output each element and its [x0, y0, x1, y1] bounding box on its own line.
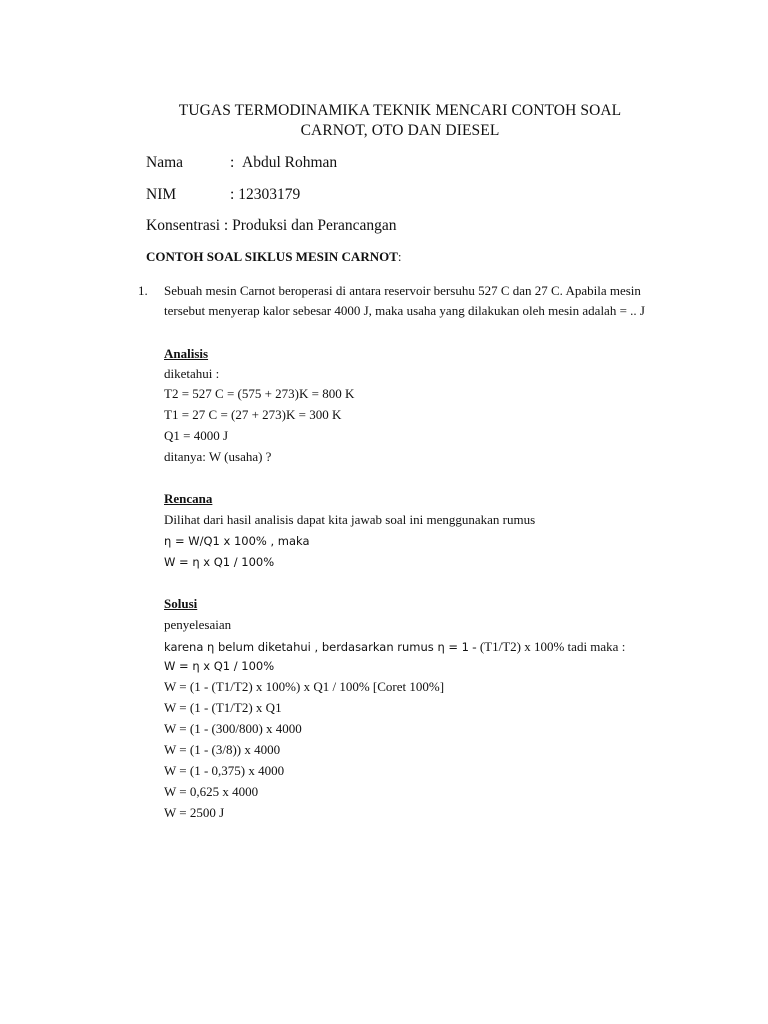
solusi-line-1: penyelesaian — [164, 617, 232, 632]
section-heading — [146, 249, 402, 265]
analisis-line: T2 = 527 C = (575 + 273)K = 800 K — [164, 386, 355, 401]
nama-value: Abdul Rohman — [242, 154, 338, 171]
info-konsentrasi: Konsentrasi : Produksi dan Perancangan — [146, 217, 397, 234]
document-title-line-1: TUGAS TERMODINAMIKA TEKNIK MENCARI CONTOH SOAL — [178, 102, 622, 119]
nim-separator: : — [230, 186, 235, 203]
solusi-heading: Solusi — [164, 596, 198, 611]
solusi-step: W = 2500 J — [164, 805, 225, 820]
analisis-line: T1 = 27 C = (27 + 273)K = 300 K — [164, 407, 342, 422]
solusi-step: W = (1 - (300/800) x 4000 — [164, 721, 302, 736]
analisis-line: Q1 = 4000 J — [164, 428, 229, 443]
solusi-line-2-serif: - (T1/T2) x 100% tadi maka : — [469, 639, 626, 654]
solusi-step: W = (1 - (T1/T2) x Q1 — [164, 700, 282, 715]
problem-text-line-1: Sebuah mesin Carnot beroperasi di antara reservoir bersuhu 527 C dan 27 C. Apabila mesin — [164, 283, 641, 298]
problem-text-line-2: tersebut menyerap kalor sebesar 4000 J, maka usaha yang dilakukan oleh mesin adalah = .. J — [164, 303, 645, 318]
nim-value: 12303179 — [238, 186, 301, 203]
rencana-formula-work: W = η x Q1 / 100% — [164, 555, 275, 569]
solusi-step: W = (1 - (3/8)) x 4000 — [164, 742, 281, 757]
problem-number: 1. — [138, 283, 148, 298]
nim-label: NIM — [146, 186, 177, 203]
rencana-formula-efficiency: η = W/Q1 x 100% , maka — [164, 534, 310, 548]
analisis-heading: Analisis — [164, 346, 209, 361]
section-heading-colon: : — [397, 249, 402, 264]
document-title-line-2: CARNOT, OTO DAN DIESEL — [300, 122, 500, 139]
solusi-line-2-sans: karena η belum diketahui , berdasarkan rumus η = 1 — [164, 640, 469, 654]
solusi-line-2 — [164, 639, 625, 655]
section-heading-text: CONTOH SOAL SIKLUS MESIN CARNOT — [146, 249, 398, 264]
rencana-heading: Rencana — [164, 491, 213, 506]
solusi-step: W = (1 - (T1/T2) x 100%) x Q1 / 100% [Coret 100%] — [164, 679, 445, 694]
nama-separator: : — [230, 154, 235, 171]
analisis-line: ditanya: W (usaha) ? — [164, 449, 272, 464]
rencana-line-1: Dilihat dari hasil analisis dapat kita jawab soal ini menggunakan rumus — [164, 512, 536, 527]
info-nama — [146, 154, 337, 172]
nama-label: Nama — [146, 154, 184, 171]
info-nim — [146, 186, 300, 204]
solusi-line-3: W = η x Q1 / 100% — [164, 659, 275, 673]
solusi-step: W = 0,625 x 4000 — [164, 784, 259, 799]
solusi-step: W = (1 - 0,375) x 4000 — [164, 763, 285, 778]
analisis-line: diketahui : — [164, 366, 220, 381]
